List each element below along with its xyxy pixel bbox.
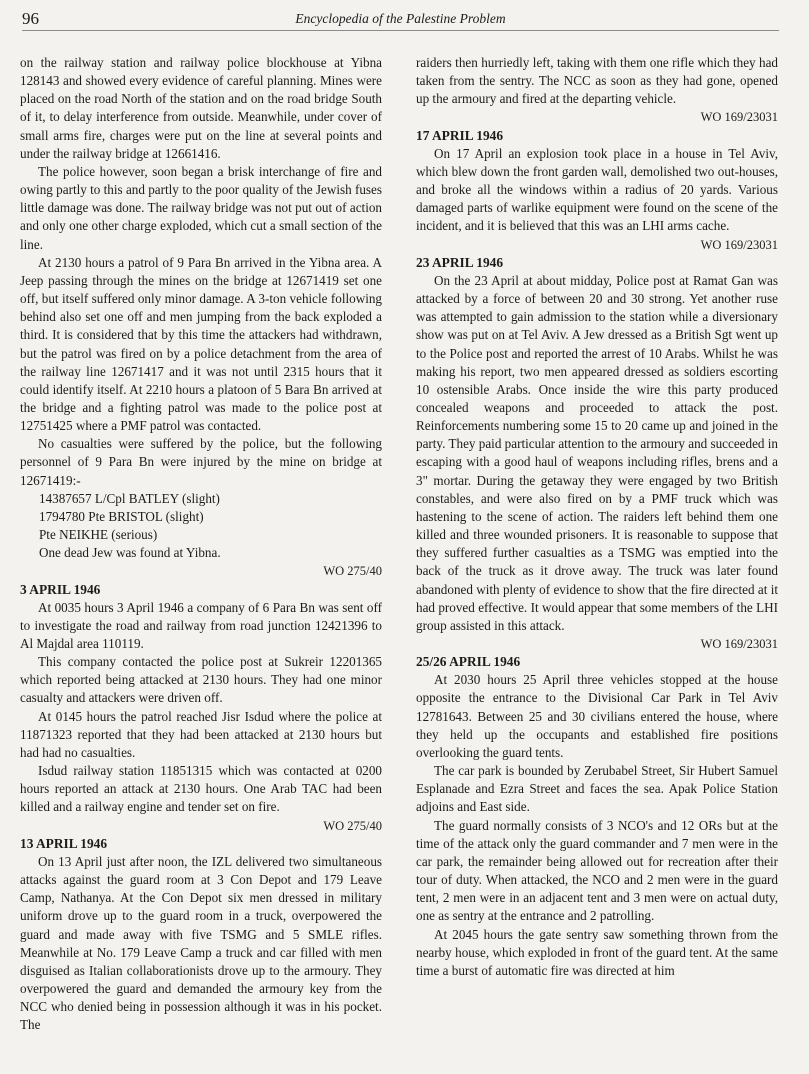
page-number: 96: [22, 9, 39, 28]
paragraph: The guard normally consists of 3 NCO's and 12 ORs but at the time of the attack only the guard commander and 7 men were in the car park, the remainder being allowed out for recreation after their tour of duty. When attacked, the NCO and 2 men were in the guard tent, 2 men were in an adjacent tent and 3 men were on actual duty, one as sentry at the entrance and 2 patrolling.: [416, 817, 778, 924]
left-column: [20, 54, 382, 1034]
archive-reference: WO 169/23031: [700, 237, 778, 252]
running-title: Encyclopedia of the Palestine Problem: [295, 11, 506, 26]
paragraph: The police however, soon began a brisk interchange of fire and owing partly to this and partly to the poor quality of the Jewish fuses little damage was done. The railway bridge was not put out of action and only one other charge exploded, which cut a small section of the line.: [20, 163, 382, 252]
paragraph: At 0035 hours 3 April 1946 a company of 6 Para Bn was sent off to investigate the road and railway from road junction 12421396 to Al Majdal area 110119.: [20, 599, 382, 651]
archive-reference: WO 169/23031: [700, 637, 778, 651]
section-heading: 3 APRIL 1946: [20, 581, 101, 597]
paragraph: On the 23 April at about midday, Police post at Ramat Gan was attacked by a force of between 20 and 30 strong. Yet another ruse was attempted to gain admission to the station while a diversionary show was put on at Tel Aviv. A Jew dressed as a British Sgt went up to the Police post and reported the arrest of 10 Arabs. Whilst he was making his report, two men appeared dressed as soldiers escorting 10 ostensible Arabs. Once inside the wire this party produced concealed weapons and proceeded to attack the post. Reinforcements numbering some 15 to 20 came up and joined in the party. They paid particular attention to the armoury and succeeded in escaping with a good haul of weapons including rifles, brens and a 3" mortar. During the getaway they were engaged by two British constables, and were also fired on by a PMF truck which was hastening to the scene of action. The raiders left behind them one killed and three wounded prisoners. It is reasonable to suppose that they suffered further casualties as a TSMG was emptied into the back of the truck as it drove away. The truck was later found abandoned with plenty of evidence to show that the fire directed at it had proved effective. It would appear that some members of the LHI group assisted in this attack.: [416, 272, 778, 633]
paragraph: on the railway station and railway police blockhouse at Yibna 128143 and showed every evidence of careful planning. Mines were placed on the road North of the station and on the road bridge South of it, to delay interference from outside. Meanwhile, under cover of small arms fire, charges were put on the line at several points and under the railway bridge at 12661416.: [20, 55, 382, 161]
page-header: [22, 8, 779, 31]
paragraph: This company contacted the police post at Sukreir 12201365 which reported being attacked at 2130 hours. They had one minor casualty and attackers were driven off.: [20, 654, 382, 706]
section-heading: 23 APRIL 1946: [416, 254, 504, 270]
archive-reference: WO 275/40: [323, 564, 382, 579]
archive-reference: WO 169/23031: [700, 110, 778, 125]
paragraph: At 2130 hours a patrol of 9 Para Bn arrived in the Yibna area. A Jeep passing through the mines on the bridge at 12671419 set one off, but itself suffered only minor damage. A 3-ton vehicle following behind also set one off and men jumping from the back exploded a third. It is considered that by this time the attackers had withdrawn, but the patrol was fired on by a police detachment from the area of the railway line 12671417 and it was not until 2315 hours that it could identify itself. At 2210 hours a platoon of 5 Bara Bn arrived at the bridge and a fighting patrol was made to the police post at 12751425 where a PMF patrol was contacted.: [20, 254, 382, 434]
section-heading: 17 APRIL 1946: [416, 127, 504, 143]
archive-reference: WO 275/40: [323, 818, 382, 833]
paragraph: The car park is bounded by Zerubabel Street, Sir Hubert Samuel Esplanade and Ezra Street and faces the sea. Apak Police Station adjoins and East side.: [416, 763, 778, 815]
paragraph: Isdud railway station 11851315 which was contacted at 0200 hours reported an attack at 2130 hours. One Arab TAC had been killed and a railway engine and tender set on fire.: [20, 763, 382, 815]
paragraph: On 13 April just after noon, the IZL delivered two simultaneous attacks against the guard room at 3 Con Depot and 179 Leave Camp, Nathanya. At the Con Depot six men dressed in military uniform drove up to the guard room in a truck, overpowered the guard and made away with five TSMG and 5 SMLE rifles. Meanwhile at No. 179 Leave Camp a truck and car filled with men disguised as Italian collaborationists drove up to the armoury. They overpowered the guard and demanded the armoury key from the NCC who denied being in possession although it was in his pocket. The: [20, 853, 382, 1033]
section-heading: 25/26 APRIL 1946: [416, 654, 521, 670]
paragraph: At 0145 hours the patrol reached Jisr Isdud where the police at 11871323 reported that they had been attacked at 2130 hours but had had no casualties.: [20, 708, 382, 760]
casualty-line: 1794780 Pte BRISTOL (slight): [39, 508, 204, 524]
section-heading: 13 APRIL 1946: [20, 835, 108, 851]
casualty-line: 14387657 L/Cpl BATLEY (slight): [39, 490, 220, 506]
right-column: [416, 54, 778, 980]
paragraph: raiders then hurriedly left, taking with them one rifle which they had taken from the sentry. The NCC as soon as they had gone, opened up the armoury and fired at the departing vehicle.: [416, 55, 778, 107]
paragraph: At 2045 hours the gate sentry saw something thrown from the nearby house, which exploded in front of the guard tent. At the same time a burst of automatic fire was directed at him: [416, 926, 778, 978]
paragraph: No casualties were suffered by the police, but the following personnel of 9 Para Bn were injured by the mine on bridge at 12671419:-: [20, 436, 382, 488]
paragraph: At 2030 hours 25 April three vehicles stopped at the house opposite the entrance to the Divisional Car Park in Tel Aviv 12781643. Between 25 and 30 civilians entered the house, where they held up the occupants and established fire positions overlooking the guard tents.: [416, 672, 778, 760]
casualty-line: Pte NEIKHE (serious): [39, 527, 158, 543]
casualty-line: One dead Jew was found at Yibna.: [39, 545, 221, 561]
paragraph: On 17 April an explosion took place in a house in Tel Aviv, which blew down the front garden wall, demolished two out-houses, and broke all the windows within a radius of 20 yards. Various damaged parts of warlike equipment were found on the scene of the incident, and it is believed that this was an LHI arms cache.: [416, 145, 778, 234]
